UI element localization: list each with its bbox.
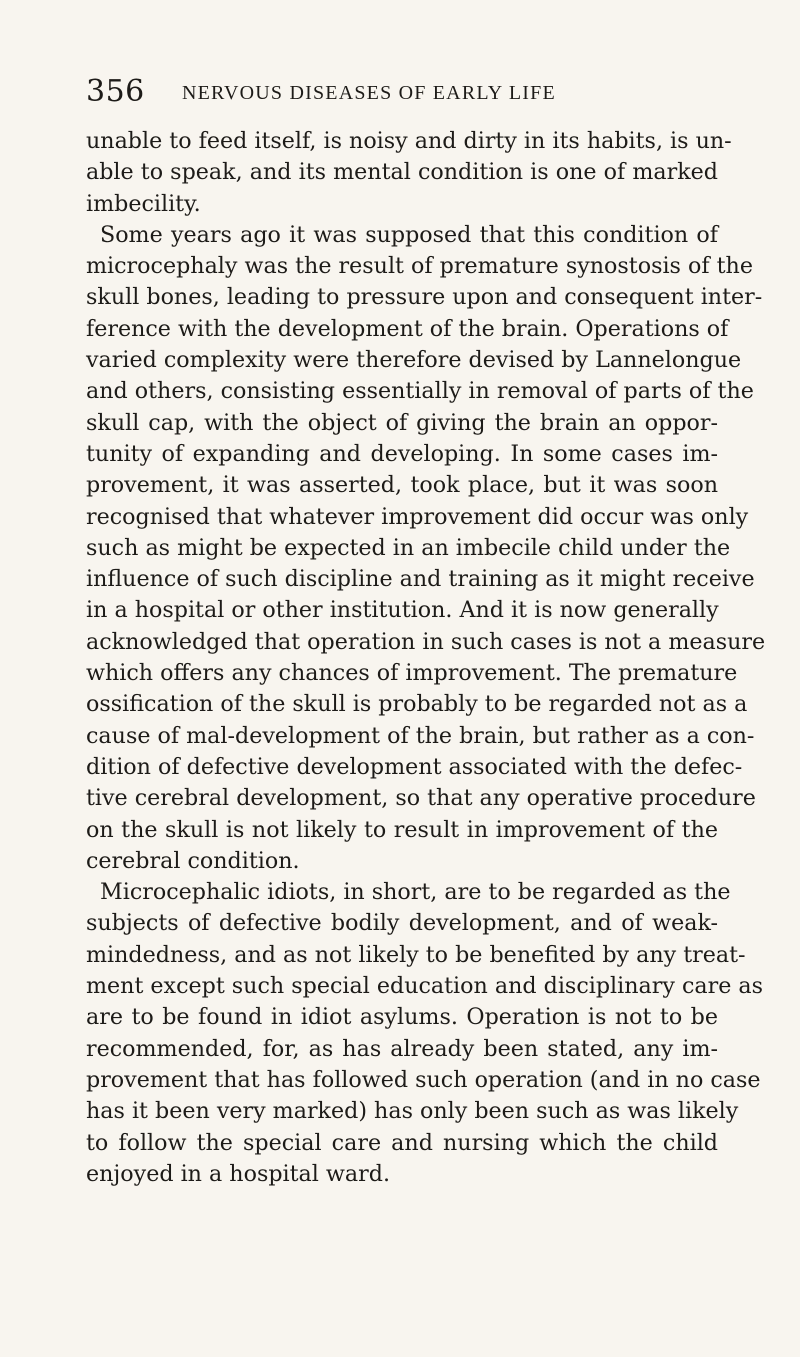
page-header <box>86 74 726 114</box>
text-line: mindedness, and as not likely to be benefited by any treat- <box>86 941 746 968</box>
text-line: enjoyed in a hospital ward. <box>86 1160 391 1187</box>
text-line: skull cap, with the object of giving the brain an oppor- <box>86 409 718 436</box>
text-line: subjects of defective bodily development, and of weak- <box>86 910 718 937</box>
text-line: dition of defective development associated with the defec- <box>86 753 743 780</box>
text-line: provement, it was asserted, took place, but it was soon <box>86 472 718 499</box>
text-line: and others, consisting essentially in removal of parts of the <box>86 378 754 405</box>
text-line: Some years ago it was supposed that this condition of <box>100 221 718 248</box>
text-line: influence of such discipline and training as it might receive <box>86 566 755 593</box>
text-line: imbecility. <box>86 190 201 217</box>
text-line: provement that has followed such operation (and in no case <box>86 1066 761 1093</box>
running-head: NERVOUS DISEASES OF EARLY LIFE <box>182 82 556 104</box>
text-line: ference with the development of the brain. Operations of <box>86 315 729 342</box>
text-line: recommended, for, as has already been stated, any im- <box>86 1035 718 1062</box>
text-line: skull bones, leading to pressure upon and consequent inter- <box>86 284 763 311</box>
text-line: such as might be expected in an imbecile child under the <box>86 534 731 561</box>
text-line: acknowledged that operation in such cases is not a measure <box>86 628 766 655</box>
text-line: tunity of expanding and developing. In some cases im- <box>86 440 718 467</box>
text-line: Microcephalic idiots, in short, are to be regarded as the <box>100 879 731 906</box>
text-line: ossification of the skull is probably to be regarded not as a <box>86 691 748 718</box>
text-line: to follow the special care and nursing which the child <box>86 1129 718 1156</box>
text-line: which offers any chances of improvement. The premature <box>86 660 738 687</box>
text-line: cause of mal-development of the brain, but rather as a con- <box>86 722 755 749</box>
text-line: in a hospital or other institution. And it is now generally <box>86 597 719 624</box>
text-line: ment except such special education and disciplinary care as <box>86 973 764 1000</box>
page-number: 356 <box>86 74 145 109</box>
text-line: on the skull is not likely to result in improvement of the <box>86 816 718 843</box>
text-line: unable to feed itself, is noisy and dirty in its habits, is un- <box>86 128 732 154</box>
text-line: cerebral condition. <box>86 847 300 874</box>
text-line: tive cerebral development, so that any operative procedure <box>86 785 756 812</box>
text-line: has it been very marked) has only been such as was likely <box>86 1098 739 1125</box>
text-line: varied complexity were therefore devised by Lannelongue <box>86 347 742 374</box>
text-line: are to be found in idiot asylums. Operation is not to be <box>86 1004 718 1031</box>
text-line: microcephaly was the result of premature synostosis of the <box>86 253 753 280</box>
text-line: able to speak, and its mental condition is one of marked <box>86 159 718 186</box>
body-text <box>86 126 766 1190</box>
text-line: recognised that whatever improvement did occur was only <box>86 503 749 530</box>
